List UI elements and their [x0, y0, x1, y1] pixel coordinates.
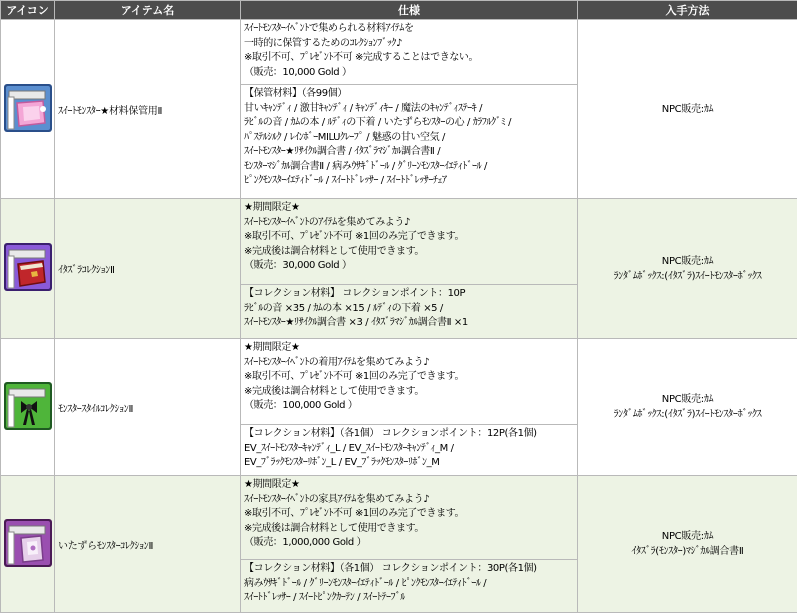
spec-line: ｽｲｰﾄﾓﾝｽﾀｰｲﾍﾞﾝﾄのｱｲﾃﾑを集めてみよう♪	[244, 216, 574, 231]
spec-line: ※取引不可、ﾌﾟﾚｾﾞﾝﾄ不可 ※完成することはできない。	[244, 51, 574, 66]
table-header-row	[1, 1, 797, 20]
item-materials	[241, 425, 578, 476]
obtain-line: NPC販売:ｶﾑ	[578, 529, 797, 544]
spec-line: ※取引不可、ﾌﾟﾚｾﾞﾝﾄ不可 ※1回のみ完了できます。	[244, 230, 574, 245]
spec-line: （販売：30,000 Gold ）	[244, 259, 574, 274]
item-icon-cell	[1, 339, 55, 476]
furniture-icon	[3, 518, 53, 568]
item-icon-cell	[1, 476, 55, 613]
spec-line: ※完成後は調合材料として使用できます。	[244, 522, 574, 537]
material-line: ﾊﾟｽﾃﾙｼﾙｸ / ﾚｲﾝﾎﾞｰMILUｸﾚｰﾌﾟ / 魅惑の甘い空気 /	[244, 131, 574, 146]
spec-line: ★期間限定★	[244, 478, 574, 493]
material-line: 甘いｷｬﾝﾃﾞｨ / 激甘ｷｬﾝﾃﾞｨ / ｷｬﾝﾃﾞｨｷｰ / 魔法のｷｬﾝﾃﾞｨｽﾃｰｷ /	[244, 102, 574, 117]
item-description	[241, 476, 578, 560]
item-icon-cell	[1, 199, 55, 339]
pink-bag-book-icon	[3, 83, 53, 133]
material-line: EV_ｽｲｰﾄﾓﾝｽﾀｰｷｬﾝﾃﾞｨ_L / EV_ｽｲｰﾄﾓﾝｽﾀｰｷｬﾝﾃﾞｨ_M /	[244, 442, 574, 457]
obtain-method	[578, 20, 797, 199]
item-icon-cell	[1, 20, 55, 199]
item-name: ｽｲｰﾄﾓﾝｽﾀｰ★材料保管用Ⅱ	[55, 20, 241, 199]
obtain-line: ﾗﾝﾀﾞﾑﾎﾞｯｸｽ:(ｲﾀｽﾞﾗ)ｽｲｰﾄﾓﾝｽﾀｰﾎﾞｯｸｽ	[578, 269, 797, 284]
spec-line: （販売：1,000,000 Gold ）	[244, 536, 574, 551]
item-materials	[241, 285, 578, 339]
material-line: ｽｲｰﾄﾄﾞﾚｯｻｰ / ｽｲｰﾄﾋﾟﾝｸｶｰﾃﾝ / ｽｲｰﾄﾃｰﾌﾞﾙ	[244, 591, 574, 606]
material-line: ﾋﾟﾝｸﾓﾝｽﾀｰｲｴﾃｨﾄﾞｰﾙ / ｽｲｰﾄﾄﾞﾚｯｻｰ / ｽｲｰﾄﾄﾞﾚｯｻｰﾁｪｱ	[244, 174, 574, 189]
spec-line: ｽｲｰﾄﾓﾝｽﾀｰｲﾍﾞﾝﾄの着用ｱｲﾃﾑを集めてみよう♪	[244, 356, 574, 371]
item-name: ｲﾀｽﾞﾗｺﾚｸｼｮﾝⅡ	[55, 199, 241, 339]
table-row	[1, 476, 797, 560]
item-description	[241, 199, 578, 285]
spec-line: 一時的に保管するためのｺﾚｸｼｮﾝﾌﾞｯｸ♪	[244, 37, 574, 52]
material-line: ｽｲｰﾄﾓﾝｽﾀｰ★ﾘｻｲｸﾙ調合書 ×3 / ｲﾀｽﾞﾗﾏｼﾞｶﾙ調合書Ⅱ ×1	[244, 316, 574, 331]
spec-line: ※取引不可、ﾌﾟﾚｾﾞﾝﾄ不可 ※1回のみ完了できます。	[244, 370, 574, 385]
material-line: ﾗﾋﾞﾙの音 ×35 / ｶﾑの本 ×15 / ﾙﾃﾞｨの下着 ×5 /	[244, 302, 574, 317]
obtain-method	[578, 476, 797, 613]
spec-line: ※完成後は調合材料として使用できます。	[244, 385, 574, 400]
item-materials	[241, 560, 578, 613]
header-icon: アイコン	[1, 1, 55, 20]
spec-line: （販売：100,000 Gold ）	[244, 399, 574, 414]
spec-line: ※完成後は調合材料として使用できます。	[244, 245, 574, 260]
header-item-name: アイテム名	[55, 1, 241, 20]
table-row	[1, 199, 797, 285]
obtain-method	[578, 339, 797, 476]
ribbon-costume-icon	[3, 381, 53, 431]
material-line: 【保管材料】（各99個）	[244, 87, 574, 102]
material-line: 【コレクション材料】（各1個） コレクションポイント：30P(各1個)	[244, 562, 574, 577]
header-obtain-method: 入手方法	[578, 1, 797, 20]
material-line: ｽｲｰﾄﾓﾝｽﾀｰ★ﾘｻｲｸﾙ調合書 / ｲﾀｽﾞﾗﾏｼﾞｶﾙ調合書Ⅱ /	[244, 145, 574, 160]
obtain-line: NPC販売:ｶﾑ	[578, 254, 797, 269]
obtain-method	[578, 199, 797, 339]
obtain-line: ﾗﾝﾀﾞﾑﾎﾞｯｸｽ:(ｲﾀｽﾞﾗ)ｽｲｰﾄﾓﾝｽﾀｰﾎﾞｯｸｽ	[578, 407, 797, 422]
material-line: 【コレクション材料】（各1個） コレクションポイント：12P(各1個)	[244, 427, 574, 442]
material-line: ﾓﾝｽﾀｰﾏｼﾞｶﾙ調合書Ⅱ / 病みｳｻｷﾞﾄﾞｰﾙ / ｸﾞﾘｰﾝﾓﾝｽﾀｰｲｴﾃｨﾄﾞｰﾙ /	[244, 160, 574, 175]
obtain-line: NPC販売:ｶﾑ	[578, 392, 797, 407]
item-name: ﾓﾝｽﾀｰｽﾀｲﾙｺﾚｸｼｮﾝⅡ	[55, 339, 241, 476]
item-description	[241, 20, 578, 85]
obtain-line: ｲﾀｽﾞﾗ(ﾓﾝｽﾀｰ)ﾏｼﾞｶﾙ調合書Ⅱ	[578, 544, 797, 559]
material-line: EV_ﾌﾞﾗｯｸﾓﾝｽﾀｰﾘﾎﾞﾝ_L / EV_ﾌﾞﾗｯｸﾓﾝｽﾀｰﾘﾎﾞﾝ_M	[244, 456, 574, 471]
material-line: 病みｳｻｷﾞﾄﾞｰﾙ / ｸﾞﾘｰﾝﾓﾝｽﾀｰｲｴﾃｨﾄﾞｰﾙ / ﾋﾟﾝｸﾓﾝｽﾀｰｲｴﾃｨﾄﾞｰﾙ /	[244, 577, 574, 592]
item-materials	[241, 85, 578, 199]
item-description	[241, 339, 578, 425]
item-name: いたずらﾓﾝｽﾀｰｺﾚｸｼｮﾝⅡ	[55, 476, 241, 613]
spec-line: （販売：10,000 Gold ）	[244, 66, 574, 81]
spec-line: ｽｲｰﾄﾓﾝｽﾀｰｲﾍﾞﾝﾄで集められる材料ｱｲﾃﾑを	[244, 22, 574, 37]
spec-line: ★期間限定★	[244, 201, 574, 216]
red-book-icon	[3, 242, 53, 292]
table-row	[1, 339, 797, 425]
spec-line: ★期間限定★	[244, 341, 574, 356]
material-line: 【コレクション材料】 コレクションポイント：10P	[244, 287, 574, 302]
table-row	[1, 20, 797, 85]
spec-line: ｽｲｰﾄﾓﾝｽﾀｰｲﾍﾞﾝﾄの家具ｱｲﾃﾑを集めてみよう♪	[244, 493, 574, 508]
header-spec: 仕様	[241, 1, 578, 20]
material-line: ﾗﾋﾞﾙの音 / ｶﾑの本 / ﾙﾃﾞｨの下着 / いたずらﾓﾝｽﾀｰの心 / ｶﾗﾌﾙｸﾞﾐ /	[244, 116, 574, 131]
spec-line: ※取引不可、ﾌﾟﾚｾﾞﾝﾄ不可 ※1回のみ完了できます。	[244, 507, 574, 522]
obtain-line: NPC販売:ｶﾑ	[578, 102, 797, 117]
